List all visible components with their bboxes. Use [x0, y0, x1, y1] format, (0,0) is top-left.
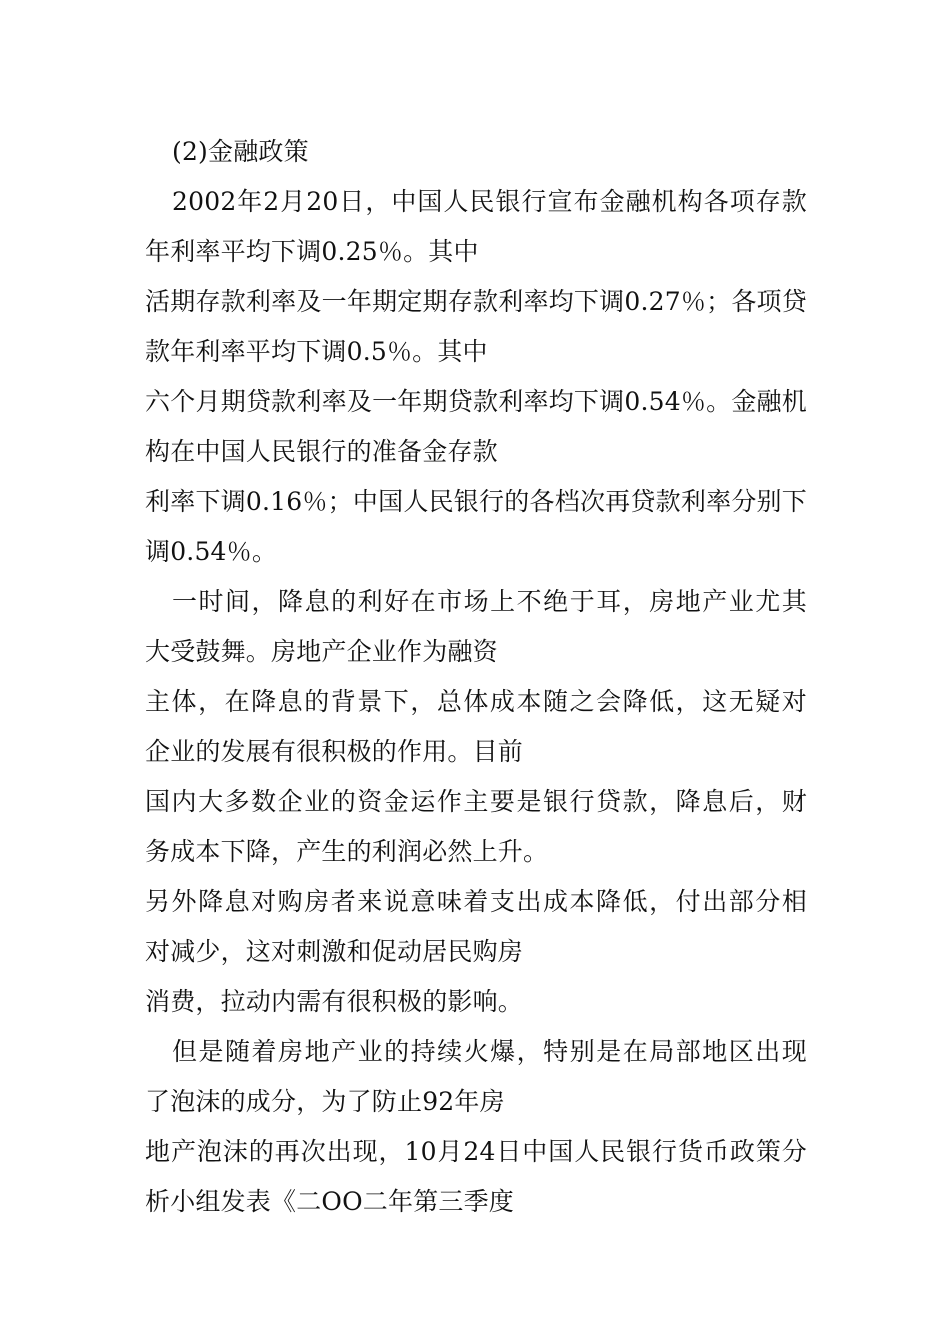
text-line: 析小组发表《二OO二年第三季度: [145, 1187, 514, 1216]
text-line: 主体，在降息的背景下，总体成本随之会降低，这无疑对: [145, 687, 807, 716]
text-line: 构在中国人民银行的准备金存款: [145, 437, 498, 466]
text-line: 调0.54％。: [145, 537, 278, 566]
text-line: 务成本下降，产生的利润必然上升。: [145, 837, 549, 866]
text-line: 企业的发展有很积极的作用。目前: [145, 737, 524, 766]
text-line: 了泡沫的成分，为了防止92年房: [145, 1087, 505, 1116]
text-line: 地产泡沫的再次出现，10月24日中国人民银行货币政策分: [145, 1137, 807, 1166]
text-line: 另外降息对购房者来说意味着支出成本降低，付出部分相: [145, 887, 807, 916]
text-line: 对减少，这对刺激和促动居民购房: [145, 937, 524, 966]
text-line: 年利率平均下调0.25％。其中: [145, 237, 479, 266]
text-line: 但是随着房地产业的持续火爆，特别是在局部地区出现: [172, 1037, 807, 1066]
text-line: 消费，拉动内需有很积极的影响。: [145, 987, 524, 1016]
text-line: 2002年2月20日，中国人民银行宣布金融机构各项存款: [172, 187, 807, 216]
text-line: 大受鼓舞。房地产企业作为融资: [145, 637, 498, 666]
text-line: 利率下调0.16％；中国人民银行的各档次再贷款利率分别下: [145, 487, 807, 516]
text-line: 一时间，降息的利好在市场上不绝于耳，房地产业尤其: [172, 587, 807, 616]
text-line: 国内大多数企业的资金运作主要是银行贷款，降息后，财: [145, 787, 807, 816]
section-heading: (2)金融政策: [172, 137, 309, 166]
text-line: 款年利率平均下调0.5％。其中: [145, 337, 488, 366]
text-line: 六个月期贷款利率及一年期贷款利率均下调0.54％。金融机: [145, 387, 807, 416]
text-line: 活期存款利率及一年期定期存款利率均下调0.27％；各项贷: [145, 287, 807, 316]
